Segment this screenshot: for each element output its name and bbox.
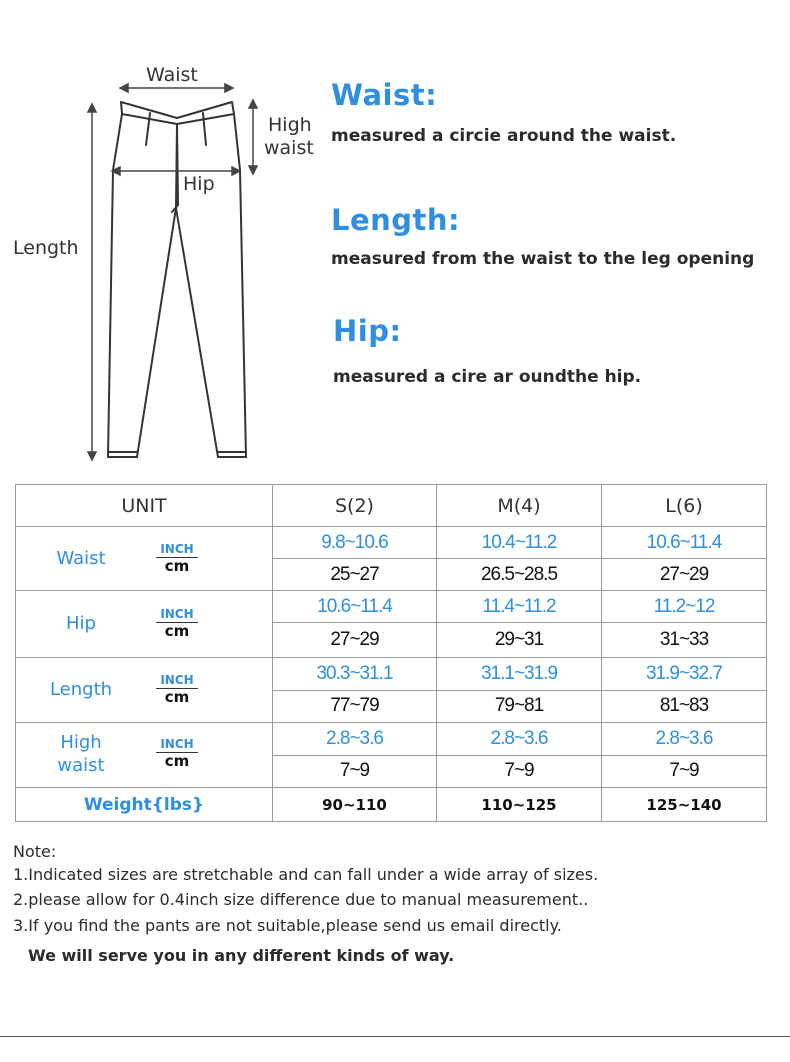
- table-cell: 11.4~11.2: [437, 591, 602, 623]
- table-cell: 77~79: [273, 690, 437, 723]
- note-closing: We will serve you in any different kinds of way.: [28, 946, 455, 965]
- table-row-length-inch: [16, 658, 767, 691]
- bottom-divider: [0, 1036, 790, 1037]
- cm-unit-label: cm: [164, 556, 190, 575]
- table-cell: 2.8~3.6: [273, 723, 437, 756]
- high-waist-diagram-label-1: High: [268, 114, 312, 136]
- row-name-high-waist-2: waist: [57, 755, 105, 776]
- note-item: 1.Indicated sizes are stretchable and can fall under a wide array of sizes.: [13, 865, 599, 884]
- table-cell: 2.8~3.6: [437, 723, 602, 756]
- table-cell: 9.8~10.6: [273, 527, 437, 559]
- table-cell: 7~9: [273, 755, 437, 788]
- table-cell: 30.3~31.1: [273, 658, 437, 691]
- table-row-weight: [16, 788, 767, 822]
- waist-definition-text: measured a circie around the waist.: [331, 126, 677, 146]
- table-cell: 90~110: [273, 788, 437, 822]
- table-row-waist-inch: [16, 527, 767, 559]
- hip-definition-text: measured a cire ar oundthe hip.: [333, 367, 642, 387]
- inch-unit-label: INCH: [156, 542, 198, 558]
- length-diagram-label: Length: [13, 237, 79, 259]
- table-cell: 2.8~3.6: [602, 723, 767, 756]
- unit-marker: [156, 607, 198, 640]
- table-cell: 79~81: [437, 690, 602, 723]
- unit-header: UNIT: [16, 485, 273, 527]
- row-header-length: [16, 658, 273, 723]
- row-name-high-waist-1: High: [60, 732, 102, 753]
- table-cell: 29~31: [437, 623, 602, 658]
- waist-diagram-label: Waist: [146, 64, 198, 86]
- hip-diagram-label: Hip: [183, 173, 215, 195]
- cm-unit-label: cm: [164, 622, 190, 640]
- table-cell: 7~9: [437, 755, 602, 788]
- length-definition-title: Length:: [331, 203, 461, 237]
- row-header-high-waist: [16, 723, 273, 788]
- table-cell: 31.1~31.9: [437, 658, 602, 691]
- unit-marker: [156, 737, 198, 770]
- table-cell: 110~125: [437, 788, 602, 822]
- table-cell: 11.2~12: [602, 591, 767, 623]
- row-header-waist: [16, 527, 273, 591]
- length-definition-text: measured from the waist to the leg opening: [331, 249, 755, 269]
- row-name-length: Length: [49, 679, 113, 700]
- note-title: Note:: [13, 842, 57, 861]
- note-item: 2.please allow for 0.4inch size difference due to manual measurement..: [13, 890, 589, 909]
- cm-unit-label: cm: [164, 688, 190, 706]
- table-cell: 10.6~11.4: [273, 591, 437, 623]
- high-waist-diagram-label-2: waist: [264, 137, 314, 159]
- table-cell: 125~140: [602, 788, 767, 822]
- table-header-row: [16, 485, 767, 527]
- table-cell: 81~83: [602, 690, 767, 723]
- table-cell: 10.4~11.2: [437, 527, 602, 559]
- table-cell: 27~29: [602, 559, 767, 591]
- table-cell: 25~27: [273, 559, 437, 591]
- hip-definition-title: Hip:: [333, 314, 402, 348]
- unit-marker: [156, 542, 198, 575]
- table-cell: 26.5~28.5: [437, 559, 602, 591]
- row-header-hip: [16, 591, 273, 658]
- unit-marker: [156, 673, 198, 706]
- size-header-s: S(2): [273, 485, 437, 527]
- table-cell: 31.9~32.7: [602, 658, 767, 691]
- size-header-l: L(6): [602, 485, 767, 527]
- row-name-waist: Waist: [56, 547, 106, 569]
- row-name-hip: Hip: [66, 613, 96, 634]
- table-row-high-waist-inch: [16, 723, 767, 756]
- table-cell: 7~9: [602, 755, 767, 788]
- pants-diagram: [0, 0, 320, 470]
- size-header-m: M(4): [437, 485, 602, 527]
- inch-unit-label: INCH: [156, 673, 198, 689]
- table-cell: 31~33: [602, 623, 767, 658]
- table-row-hip-inch: [16, 591, 767, 623]
- note-item: 3.If you find the pants are not suitable,please send us email directly.: [13, 916, 562, 935]
- waist-definition-title: Waist:: [331, 78, 438, 112]
- cm-unit-label: cm: [164, 752, 190, 770]
- weight-label: Weight{lbs}: [16, 788, 273, 822]
- inch-unit-label: INCH: [156, 607, 198, 623]
- table-cell: 27~29: [273, 623, 437, 658]
- inch-unit-label: INCH: [156, 737, 198, 753]
- size-chart-table: [15, 484, 767, 822]
- table-cell: 10.6~11.4: [602, 527, 767, 559]
